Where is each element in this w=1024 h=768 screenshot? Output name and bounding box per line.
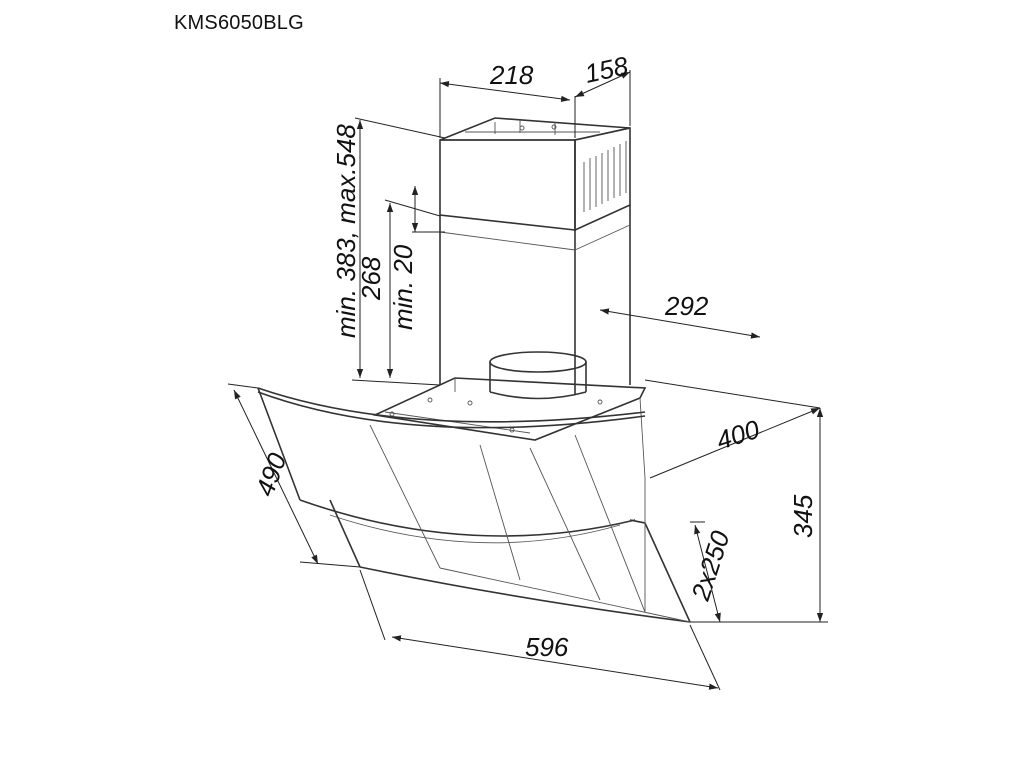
vent-slots — [584, 141, 626, 212]
dim-hood-height: 345 — [788, 494, 818, 538]
dim-chimney-depth: 158 — [582, 50, 631, 89]
dim-depth: 400 — [712, 413, 764, 456]
dim-panels: 2x250 — [685, 527, 736, 604]
chimney-upper — [440, 118, 630, 230]
dim-inner-chimney: 268 — [356, 256, 386, 300]
dim-width: 596 — [525, 632, 569, 662]
duct-collar — [490, 352, 586, 399]
dim-chimney-width: 218 — [490, 60, 534, 90]
model-title: KMS6050BLG — [174, 12, 304, 34]
glass-hood — [258, 388, 690, 622]
dim-chimney-adjust: min. 383, max.548 — [331, 124, 361, 338]
dimension-lines — [228, 70, 828, 690]
dim-mount-depth: 292 — [665, 291, 709, 321]
chimney-lower — [440, 205, 630, 395]
dim-min-gap: min. 20 — [388, 244, 418, 330]
dim-glass-height: 490 — [249, 449, 293, 501]
